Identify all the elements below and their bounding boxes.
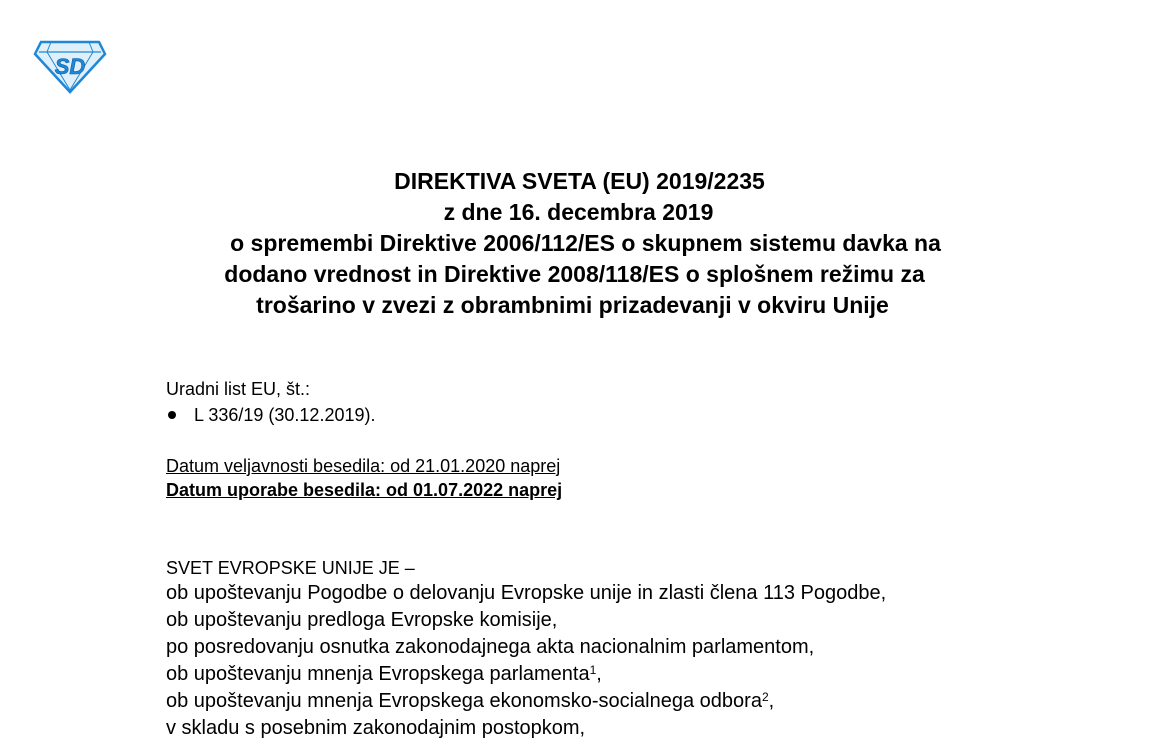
official-journal-item: L 336/19 (30.12.2019). <box>194 405 376 425</box>
list-item <box>166 402 375 428</box>
footnote-ref[interactable]: 2 <box>761 690 769 704</box>
recital-line: v skladu s posebnim zakonodajnim postopkom, <box>166 717 586 739</box>
recital-line: ob upoštevanju predloga Evropske komisije, <box>166 609 558 631</box>
recital-line: ob upoštevanju mnenja Evropskega ekonomsko-socialnega odbora$^2$, <box>166 690 775 712</box>
logo-text: SD <box>54 54 86 79</box>
document-title <box>0 166 1157 321</box>
bullet-icon <box>168 411 176 419</box>
title-line: z dne 16. decembra 2019 <box>443 199 714 225</box>
recital-line: ob upoštevanju Pogodbe o delovanju Evropske unije in zlasti člena 113 Pogodbe, <box>166 582 887 604</box>
title-line: trošarino v zvezi z obrambnimi prizadevanji v okviru Unije <box>256 292 889 318</box>
footnote-ref[interactable]: 1 <box>589 663 597 677</box>
application-date: Datum uporabe besedila: od 01.07.2022 naprej <box>166 480 563 500</box>
dates-block <box>166 454 562 502</box>
diamond-logo-icon <box>33 40 107 94</box>
title-line: DIREKTIVA SVETA (EU) 2019/2235 <box>394 168 765 194</box>
recital-line: ob upoštevanju mnenja Evropskega parlamenta$^1$, <box>166 663 602 685</box>
official-journal-label: Uradni list EU, št.: <box>166 379 311 399</box>
validity-date: Datum veljavnosti besedila: od 21.01.2020 naprej <box>166 456 561 476</box>
intro-text: SVET EVROPSKE UNIJE JE – <box>166 558 415 578</box>
title-line: o spremembi Direktive 2006/112/ES o skupnem sistemu davka na <box>230 230 941 256</box>
title-line: dodano vrednost in Direktive 2008/118/ES o splošnem režimu za <box>224 261 925 287</box>
recital-line: po posredovanju osnutka zakonodajnega akta nacionalnim parlamentom, <box>166 636 815 658</box>
official-journal-block <box>166 376 375 428</box>
logo <box>33 40 107 94</box>
recitals <box>166 580 886 742</box>
